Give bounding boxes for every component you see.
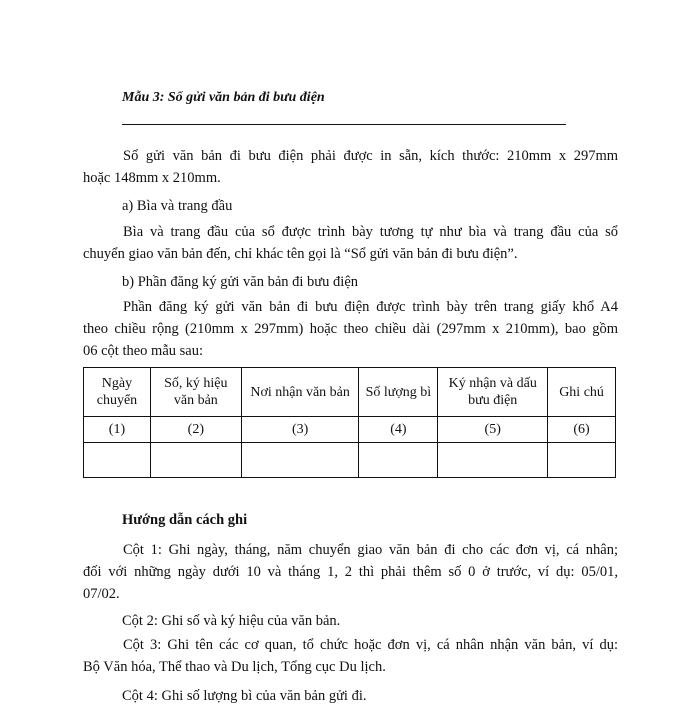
guide-col3-line-2: Bộ Văn hóa, Thể thao và Du lịch, Tổng cục Du lịch. — [83, 659, 386, 675]
section-a-paragraph — [83, 221, 618, 265]
header-cell: Số lượng bì — [359, 368, 438, 417]
empty-cell — [359, 443, 438, 478]
empty-cell — [150, 443, 241, 478]
title-underline — [122, 124, 566, 125]
section-b-line-3: 06 cột theo mẫu sau: — [83, 343, 204, 359]
empty-cell — [548, 443, 616, 478]
guide-col3-line-1: Cột 3: Ghi tên các cơ quan, tổ chức hoặc đơn vị, cá nhân nhận văn bản, ví dụ: — [123, 637, 618, 653]
section-b-paragraph — [83, 296, 618, 362]
section-a-label: a) Bìa và trang đầu — [122, 198, 233, 214]
table-number-row — [84, 417, 616, 443]
guide-col3-paragraph — [83, 634, 618, 678]
column-number: (5) — [438, 417, 548, 443]
table-header-row — [84, 368, 616, 417]
column-number: (6) — [548, 417, 616, 443]
section-b-line-2: theo chiều rộng (210mm x 297mm) hoặc theo chiều dài (297mm x 210mm), bao gồm — [83, 321, 618, 337]
column-number: (3) — [241, 417, 359, 443]
column-number: (2) — [150, 417, 241, 443]
intro-paragraph — [83, 145, 618, 189]
guide-col1-line-1: Cột 1: Ghi ngày, tháng, năm chuyển giao văn bản đi cho các đơn vị, cá nhân; — [123, 542, 618, 558]
section-b-label: b) Phần đăng ký gửi văn bản đi bưu điện — [122, 274, 359, 290]
section-a-line-2: chuyển giao văn bản đến, chỉ khác tên gọi là “Sổ gửi văn bản đi bưu điện”. — [83, 246, 518, 262]
intro-line-2: hoặc 148mm x 210mm. — [83, 170, 221, 186]
section-a-line-1: Bìa và trang đầu của sổ được trình bày tương tự như bìa và trang đầu của sổ — [123, 224, 618, 240]
empty-cell — [438, 443, 548, 478]
header-cell: Ký nhận và dấu bưu điện — [438, 368, 548, 417]
guide-heading: Hướng dẫn cách ghi — [122, 512, 248, 528]
table-empty-row — [84, 443, 616, 478]
section-b-line-1: Phần đăng ký gửi văn bản đi bưu điện được trình bày trên trang giấy khổ A4 — [123, 299, 618, 315]
column-number: (4) — [359, 417, 438, 443]
header-cell: Ngày chuyển — [84, 368, 151, 417]
header-cell: Nơi nhận văn bản — [241, 368, 359, 417]
form-title: Mẫu 3: Sổ gửi văn bản đi bưu điện — [122, 90, 325, 105]
guide-col1-line-2: đối với những ngày dưới 10 và tháng 1, 2 thì phải thêm số 0 ở trước, ví dụ: 05/01, — [83, 564, 618, 580]
header-cell: Số, ký hiệu văn bản — [150, 368, 241, 417]
empty-cell — [241, 443, 359, 478]
register-table — [83, 367, 616, 478]
guide-col1-line-3: 07/02. — [83, 586, 120, 602]
intro-line-1: Sổ gửi văn bản đi bưu điện phải được in sẵn, kích thước: 210mm x 297mm — [123, 148, 618, 164]
empty-cell — [84, 443, 151, 478]
guide-col1-paragraph — [83, 539, 618, 605]
guide-col4: Cột 4: Ghi số lượng bì của văn bản gửi đi. — [122, 688, 367, 704]
column-number: (1) — [84, 417, 151, 443]
header-cell: Ghi chú — [548, 368, 616, 417]
guide-col2: Cột 2: Ghi số và ký hiệu của văn bản. — [122, 613, 341, 629]
